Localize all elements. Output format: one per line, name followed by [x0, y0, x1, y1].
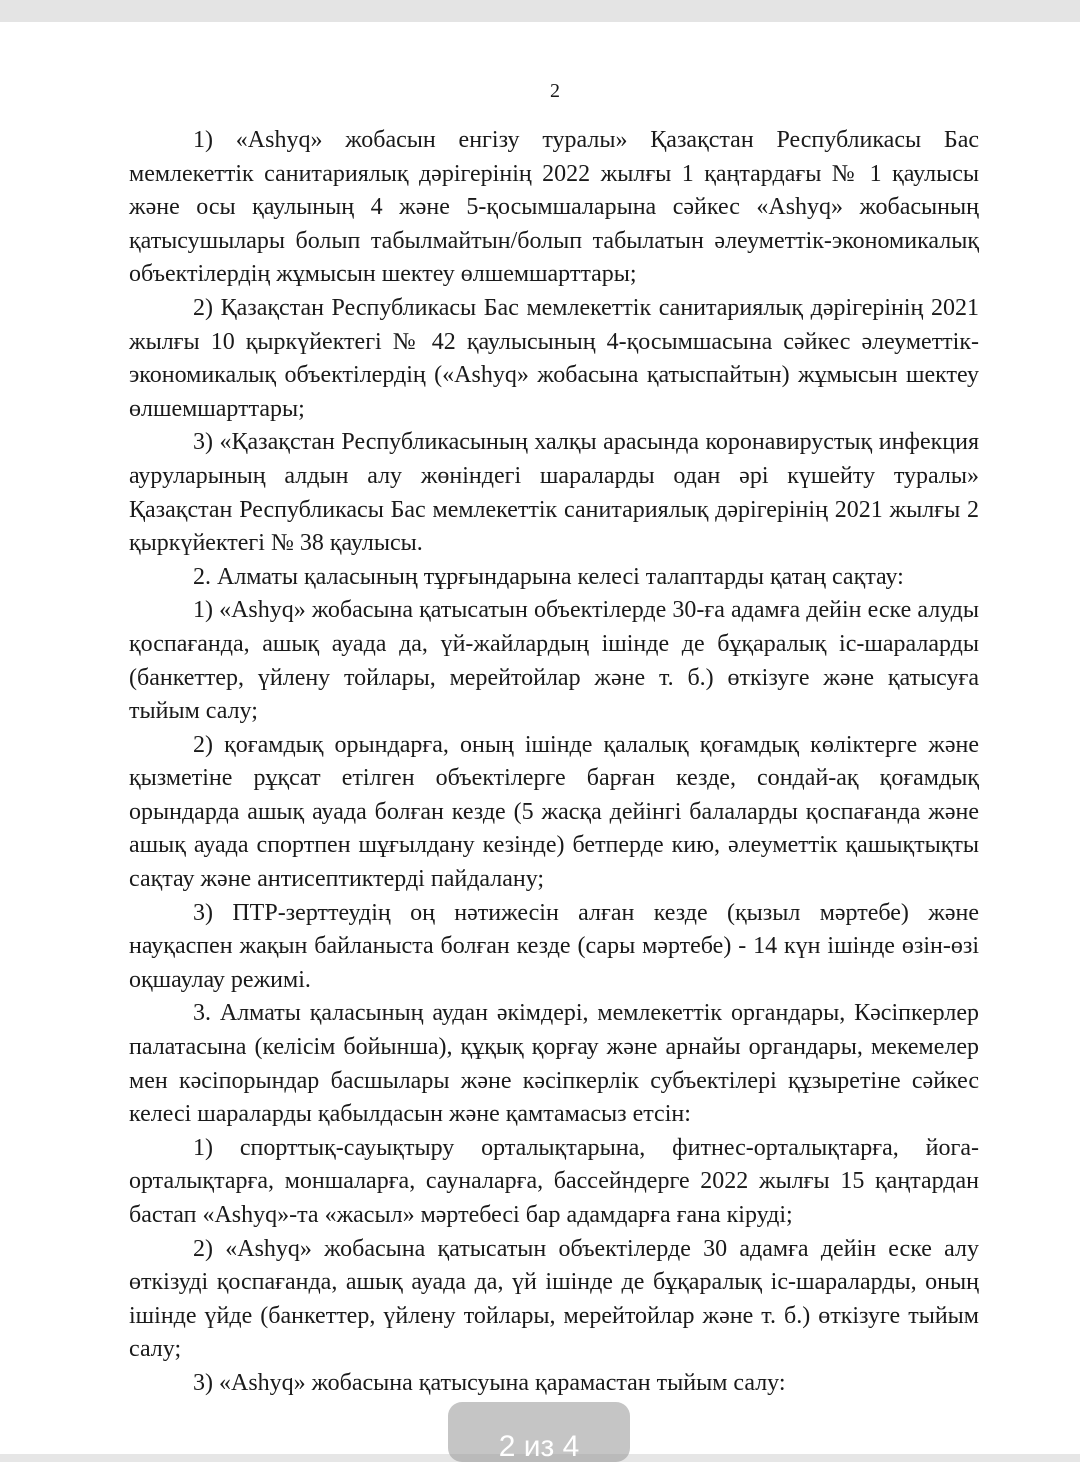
paragraph-1-2: 2) Қазақстан Республикасы Бас мемлекеттік санитариялық дәрігерінің 2021 жылғы 10 қыркүйектегі № 42 қаулысының 4-қосымшасына сәйкес әлеуметтік-экономикалық объектілердің («Ashyq» жобасына қатыспайтын) жұмысын шектеу өлшемшарттары; — [129, 294, 979, 422]
paragraph-1-1: 1) «Ashyq» жобасын енгізу туралы» Қазақстан Республикасы Бас мемлекеттік санитариялық дәрігерінің 2022 жылғы 1 қаңтардағы № 1 қаулысы және осы қаулының 4 және 5-қосымшаларына сәйкес «Ashyq» жобасының қатысушылары болып табылмайтын/болып табылатын әлеуметтік-экономикалық объектілердің жұмысын шектеу өлшемшарттары; — [129, 127, 979, 288]
section-2-heading: 2. Алматы қаласының тұрғындарына келесі талаптарды қатаң сақтау: — [193, 563, 904, 590]
paragraph-3-2: 2) «Ashyq» жобасына қатысатын объектілерде 30 адамға дейін еске алу өткізуді қоспағанда, ашық ауада да, үй ішінде де бұқаралық іс-шараларды, оның ішінде үйде (банкеттер, үйлену тойлары, мерейтойлар және т. б.) өткізуге тыйым салу; — [129, 1235, 979, 1363]
page-number: 2 — [550, 80, 560, 102]
section-3-heading: 3. Алматы қаласының аудан әкімдері, мемлекеттік органдары, Кәсіпкерлер палатасына (келісім бойынша), құқық қорғау және арнайы органдары, мекемелер мен кәсіпорындар басшылары және кәсіпкерлік субъектілері құзыретіне сәйкес келесі шараларды қабылдасын және қамтамасыз етсін: — [129, 1000, 979, 1128]
document-body — [129, 124, 979, 1401]
paragraph-2-3: 3) ПТР-зерттеудің оң нәтижесін алған кезде (қызыл мәртебе) және науқаспен жақын байланыста болған кезде (сары мәртебе) - 14 күн ішінде өзін-өзі оқшаулау режимі. — [129, 899, 979, 993]
document-page — [0, 22, 1080, 1454]
paragraph-2-2: 2) қоғамдық орындарға, оның ішінде қалалық қоғамдық көліктерге және қызметіне рұқсат етілген объектілерге барған кезде, сондай-ақ қоғамдық орындарда ашық ауада болған кезде (5 жасқа дейінгі балаларды қоспағанда және ашық ауада спортпен шұғылдану кезінде) бетперде кию, әлеуметтік қашықтықты сақтау және антисептиктерді пайдалану; — [129, 731, 979, 893]
paragraph-2-1: 1) «Ashyq» жобасына қатысатын объектілерде 30-ға адамға дейін еске алуды қоспағанда, ашық ауада да, үй-жайлардың ішінде де бұқаралық іс-шараларды (банкеттер, үйлену тойлары, мерейтойлар және т. б.) өткізуге және қатысуға тыйым салу; — [129, 597, 979, 725]
paragraph-1-3: 3) «Қазақстан Республикасының халқы арасында коронавирустық инфекция ауруларының алдын алу жөніндегі шараларды одан әрі күшейту туралы» Қазақстан Республикасы Бас мемлекеттік санитариялық дәрігерінің 2021 жылғы 2 қыркүйектегі № 38 қаулысы. — [129, 429, 979, 557]
paragraph-3-3: 3) «Ashyq» жобасына қатысуына қарамастан тыйым салу: — [193, 1369, 786, 1396]
page-indicator: 2 из 4 — [448, 1402, 630, 1462]
viewer-top-bar — [0, 0, 1080, 22]
paragraph-3-1: 1) спорттық-сауықтыру орталықтарына, фитнес-орталықтарға, йога-орталықтарға, моншаларға, сауналарға, бассейндерге 2022 жылғы 15 қаңтардан бастап «Ashyq»-та «жасыл» мәртебесі бар адамдарға ғана кіруді; — [129, 1134, 979, 1228]
